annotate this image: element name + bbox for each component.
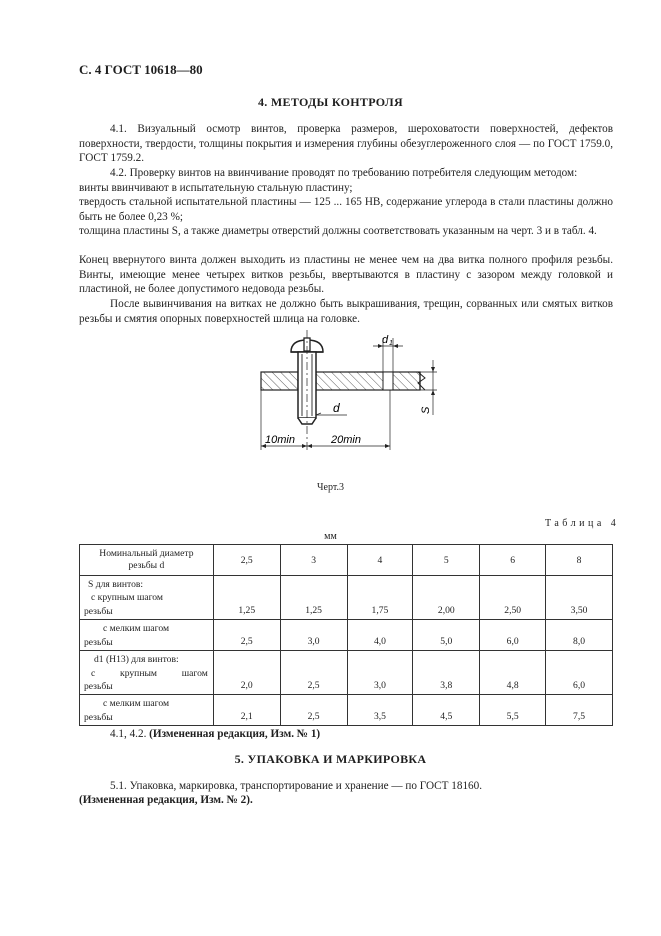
paragraph-5-1: 5.1. Упаковка, маркировка, транспортирование и хранение — по ГОСТ 18160.: [110, 780, 483, 792]
table-cell: 2,50: [480, 576, 546, 620]
hole-section: [383, 372, 393, 390]
table-cell: 3,0: [280, 620, 347, 651]
amendment-2: (Измененная редакция, Изм. № 2).: [79, 794, 253, 806]
table-cell: 5,0: [413, 620, 480, 651]
table-cell: 2,00: [413, 576, 480, 620]
row-label: с мелким шагом резьбы: [80, 620, 214, 651]
table-header-row: [80, 545, 613, 576]
header-diameter: 8: [546, 545, 613, 576]
table-cell: 4,8: [480, 651, 546, 695]
amendment-1-text: (Измененная редакция, Изм. № 1): [149, 728, 321, 740]
table-cell: 4,5: [413, 695, 480, 726]
header-label: Номинальный диаметр резьбы d: [80, 545, 214, 576]
row-label: d1 (H13) для винтов: с крупным шагом резьбы: [80, 651, 214, 695]
table-cell: 7,5: [546, 695, 613, 726]
header-diameter: 4: [347, 545, 413, 576]
table-cell: 6,0: [480, 620, 546, 651]
table-cell: 3,5: [347, 695, 413, 726]
paragraph-method-3: толщина пластины S, а также диаметры отверстий должны соответствовать указанным на черт. 3 и в табл. 4.: [79, 225, 597, 237]
table-title: Таблица 4: [545, 518, 620, 529]
table-row: [80, 651, 613, 695]
table-cell: 2,5: [213, 620, 280, 651]
header-diameter: 3: [280, 545, 347, 576]
paragraph-method-1: винты ввинчивают в испытательную стальную пластину;: [79, 182, 353, 194]
table-cell: 6,0: [546, 651, 613, 695]
header-diameter: 2,5: [213, 545, 280, 576]
table-row: [80, 620, 613, 651]
table-cell: 3,8: [413, 651, 480, 695]
amendment-1: [110, 727, 610, 742]
paragraph-4-1: 4.1. Визуальный осмотр винтов, проверка размеров, шероховатости поверхностей, дефектов поверхности, твердости, толщины покрытия и измерения глубины обезуглероженного слоя — по ГОСТ 1759.0, ГОСТ 1759.2.: [79, 123, 613, 165]
table-cell: 2,0: [213, 651, 280, 695]
paragraph-method-2: твердость стальной испытательной пластины — 125 ... 165 НВ, содержание углерода в стали пластины должно быть не более 0,23 %;: [79, 196, 613, 223]
table-cell: 3,0: [347, 651, 413, 695]
table-cell: 8,0: [546, 620, 613, 651]
paragraph-method-5: После вывинчивания на витках не должно быть выкрашивания, трещин, сорванных или смятых витков резьбы и смятия опорных поверхностей шлица на головке.: [79, 298, 613, 325]
table-cell: 5,5: [480, 695, 546, 726]
row-label: с мелким шагом резьбы: [80, 695, 214, 726]
label-d1-subscript: 1: [389, 340, 393, 347]
table-cell: 1,75: [347, 576, 413, 620]
figure-3-drawing: [255, 330, 445, 455]
plate-left-section: [261, 372, 298, 390]
plate-right-section: [316, 372, 420, 390]
table-cell: 1,25: [280, 576, 347, 620]
label-s: S: [420, 406, 432, 414]
section-4-title: 4. МЕТОДЫ КОНТРОЛЯ: [257, 95, 404, 109]
table-cell: 3,50: [546, 576, 613, 620]
label-10min: 10min: [265, 434, 295, 446]
label-d: d: [333, 401, 340, 415]
paragraph-4-2: 4.2. Проверку винтов на ввинчивание проводят по требованию потребителя следующим методом:: [110, 167, 578, 179]
table-4: [79, 544, 613, 726]
table-unit: мм: [324, 531, 337, 542]
table-cell: 2,5: [280, 695, 347, 726]
amendment-1-prefix: 4.1, 4.2.: [110, 728, 147, 740]
table-row: [80, 695, 613, 726]
table-cell: 2,5: [280, 651, 347, 695]
header-diameter: 5: [413, 545, 480, 576]
label-20min: 20min: [331, 434, 361, 446]
label-d1: d: [382, 334, 389, 346]
section-5-title: 5. УПАКОВКА И МАРКИРОВКА: [234, 752, 427, 766]
row-label: S для винтов: с крупным шагом резьбы: [80, 576, 214, 620]
header-diameter: 6: [480, 545, 546, 576]
table-cell: 4,0: [347, 620, 413, 651]
paragraph-method-4: Конец ввернутого винта должен выходить из пластины не менее чем на два витка полного профиля резьбы. Винты, имеющие менее четырех витков резьбы, ввертываются в пластину с зазором между головкой и пластиной, не более допустимого недовода резьбы.: [79, 254, 613, 296]
table-cell: 1,25: [213, 576, 280, 620]
table-row: [80, 576, 613, 620]
figure-caption: Черт.3: [317, 482, 344, 493]
page-header: С. 4 ГОСТ 10618—80: [79, 62, 203, 77]
table-cell: 2,1: [213, 695, 280, 726]
